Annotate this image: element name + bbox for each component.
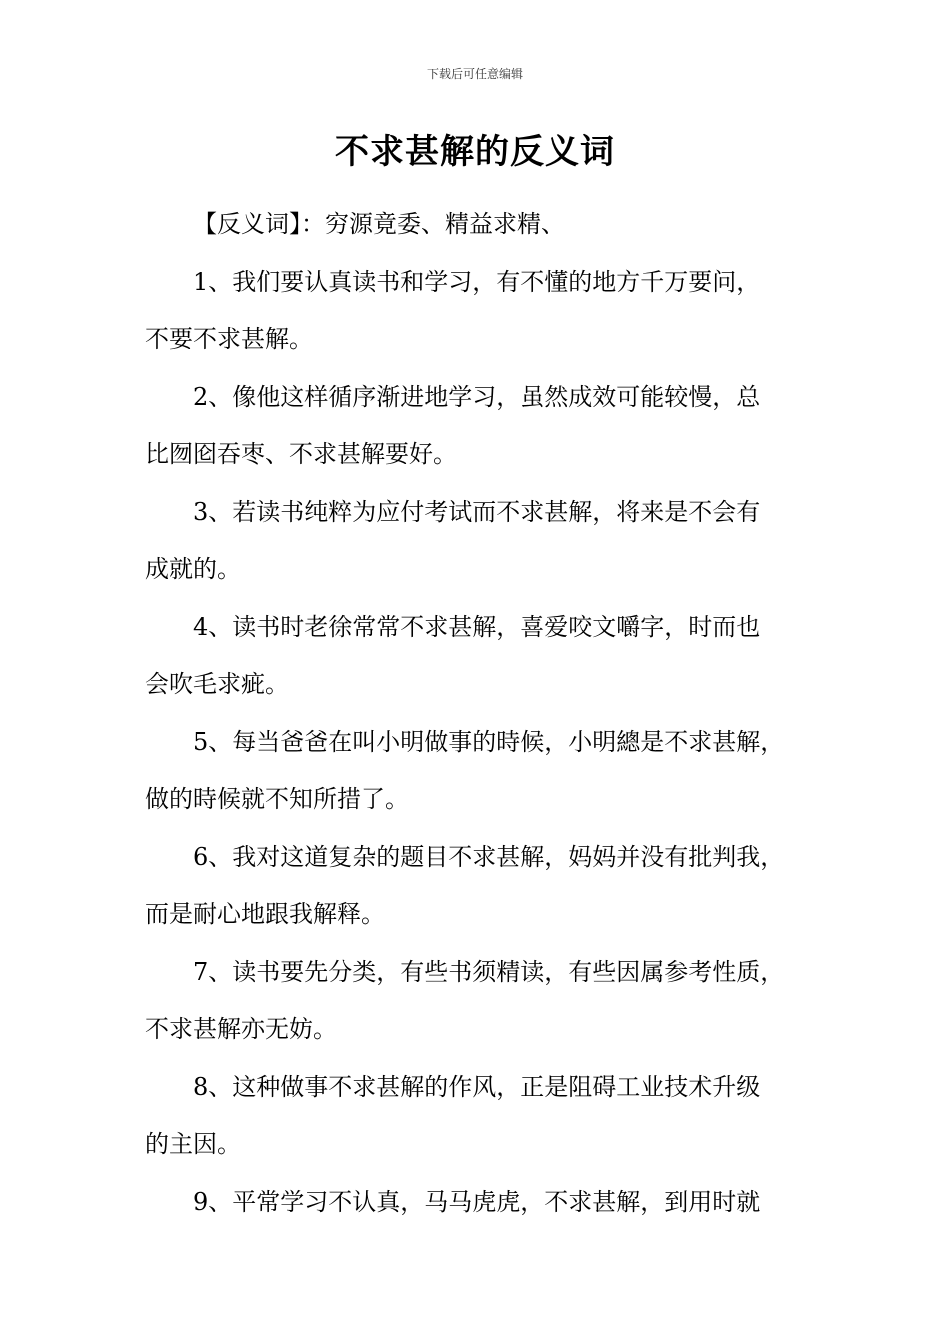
paragraph-line: 2、像他这样循序渐进地学习，虽然成效可能较慢，总 (193, 382, 761, 411)
paragraph-line: 成就的。 (145, 555, 241, 583)
example-sentence-5 (145, 714, 810, 829)
paragraph-line: 【反义词】：穷源竟委、精益求精、 (193, 210, 565, 238)
paragraph-antonyms (145, 196, 810, 254)
example-sentence-1 (145, 254, 810, 369)
paragraph-line: 4、读书时老徐常常不求甚解，喜爱咬文嚼字，时而也 (193, 612, 761, 641)
paragraph-line: 不要不求甚解。 (145, 325, 313, 353)
paragraph-line: 做的時候就不知所措了。 (145, 785, 409, 813)
paragraph-line: 7、读书要先分类，有些书须精读，有些因属参考性质， (193, 957, 785, 986)
paragraph-line: 的主因。 (145, 1130, 241, 1158)
example-sentence-4 (145, 599, 810, 714)
example-sentence-6 (145, 829, 810, 944)
document-body (145, 196, 810, 1231)
document-title: 不求甚解的反义词 (335, 132, 615, 172)
paragraph-line: 1、我们要认真读书和学习，有不懂的地方千万要问， (193, 267, 761, 296)
page-header-note: 下载后可任意编辑 (426, 67, 523, 81)
paragraph-line: 比囫囵吞枣、不求甚解要好。 (145, 440, 457, 468)
paragraph-line: 8、这种做事不求甚解的作风，正是阻碍工业技术升级 (193, 1072, 761, 1101)
paragraph-line: 6、我对这道复杂的题目不求甚解，妈妈并没有批判我， (193, 842, 785, 871)
example-sentence-3 (145, 484, 810, 599)
example-sentence-9 (145, 1174, 810, 1232)
paragraph-line: 3、若读书纯粹为应付考试而不求甚解，将来是不会有 (193, 497, 761, 526)
paragraph-line: 会吹毛求疵。 (145, 670, 289, 698)
paragraph-line: 9、平常学习不认真，马马虎虎，不求甚解，到用时就 (193, 1187, 761, 1216)
example-sentence-7 (145, 944, 810, 1059)
paragraph-line: 不求甚解亦无妨。 (145, 1015, 337, 1043)
paragraph-line: 而是耐心地跟我解释。 (145, 900, 385, 928)
paragraph-line: 5、每当爸爸在叫小明做事的時候，小明總是不求甚解， (193, 727, 785, 756)
example-sentence-2 (145, 369, 810, 484)
example-sentence-8 (145, 1059, 810, 1174)
